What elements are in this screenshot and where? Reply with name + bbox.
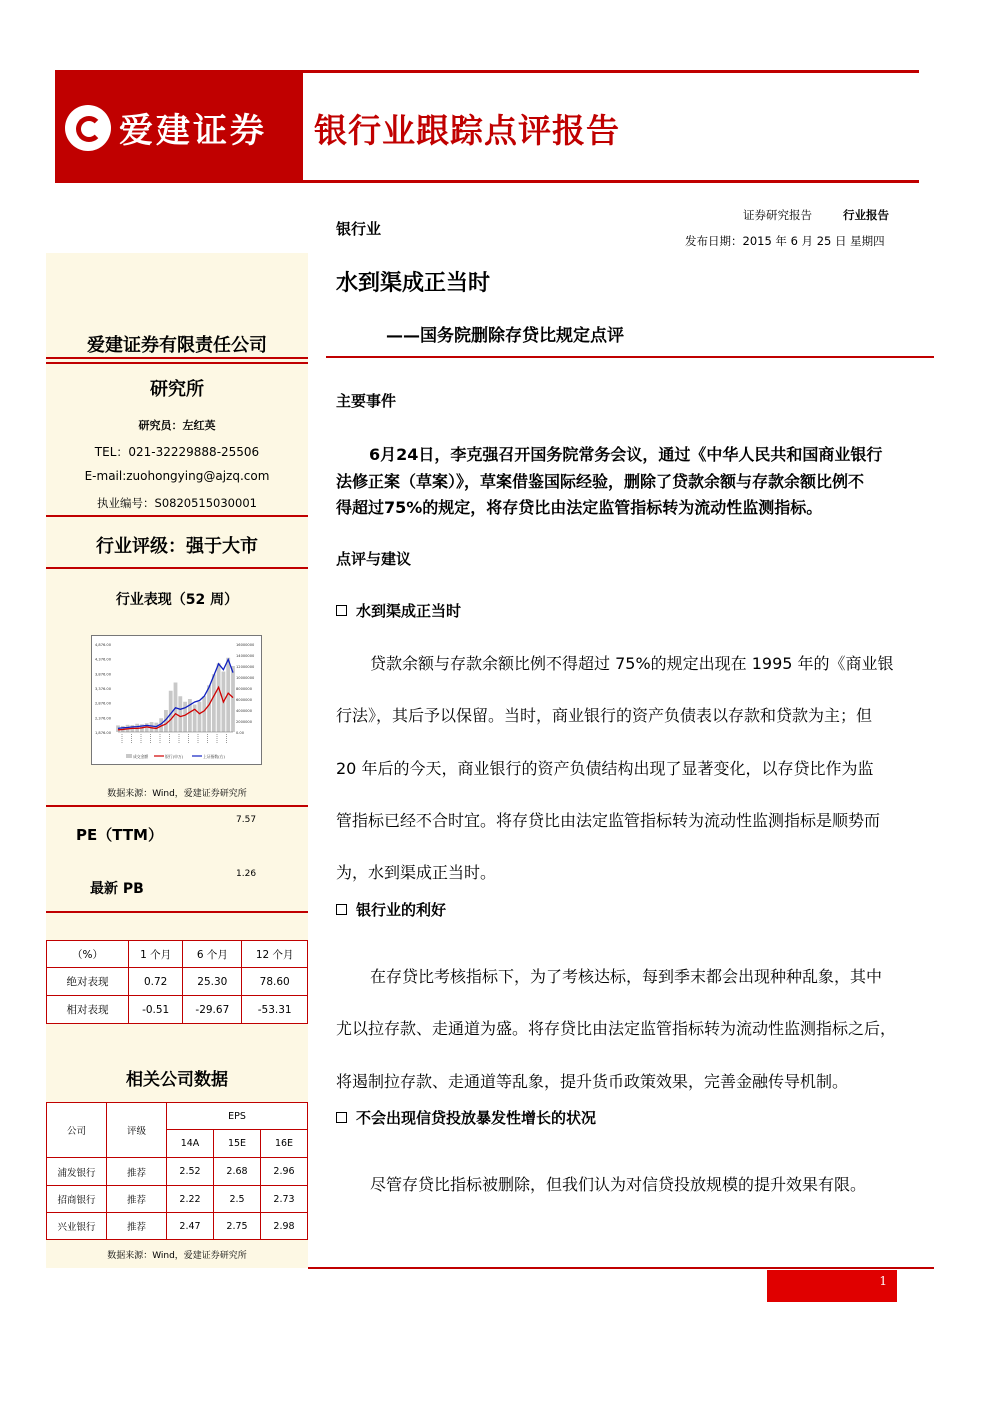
report-subtitle: ——国务院删除存贷比规定点评 [386, 326, 624, 346]
sector-label: 银行业 [336, 220, 382, 238]
contact-email: E-mail:zuohongying@ajzq.com [84, 469, 270, 483]
bullet-heading [336, 600, 461, 621]
paragraph-line: 得超过75%的规定，将存贷比由法定监管指标转为流动性监测指标。 [336, 498, 823, 517]
event-paragraph [336, 442, 931, 522]
table-row [47, 1213, 308, 1240]
bullet-heading-text: 水到渠成正当时 [356, 602, 462, 620]
table-cell: 2.98 [261, 1213, 308, 1240]
logo-mark-icon [65, 105, 111, 151]
bullet-heading [336, 899, 446, 920]
y-left-tick-label: 1,876.00 [95, 731, 112, 735]
report-type: 证券研究报告 [743, 208, 812, 222]
sidebar-rule [46, 911, 308, 913]
table-row [47, 1158, 308, 1186]
body-paragraph [336, 951, 931, 1108]
table-cell: 浦发银行 [47, 1158, 107, 1186]
table-cell: 2.22 [167, 1186, 214, 1213]
pb-value: 1.26 [236, 869, 257, 879]
table-cell: 2.75 [214, 1213, 261, 1240]
body-paragraph [336, 1159, 931, 1211]
sidebar-rule [46, 567, 308, 569]
table-header: 6 个月 [183, 941, 242, 968]
table-cell: 2.5 [214, 1186, 261, 1213]
bullet-heading-text: 银行业的利好 [356, 901, 447, 919]
report-series-title: 银行业跟踪点评报告 [314, 111, 620, 150]
pe-label: PE（TTM） [76, 826, 163, 844]
paragraph-line: 6月24日，李克强召开国务院常务会议，通过《中华人民共和国商业银行 [369, 445, 883, 464]
bullet-heading-text: 不会出现信贷投放暴发性增长的状况 [356, 1109, 597, 1127]
page-number: 1 [879, 1274, 887, 1288]
table-cell: -53.31 [242, 996, 308, 1024]
paragraph-line: 在存贷比考核指标下，为了考核达标，每到季末都会出现种种乱象，其中 [370, 967, 883, 986]
paragraph-line: 将遏制拉存款、走通道等乱象，提升货币政策效果，完善金融传导机制。 [336, 1071, 849, 1091]
table-source: 数据来源：Wind，爱建证券研究所 [107, 1251, 247, 1261]
checkbox-bullet-icon [336, 904, 347, 915]
table-header-row [47, 1103, 308, 1130]
checkbox-bullet-icon [336, 605, 347, 616]
table-cell: 2.47 [167, 1213, 214, 1240]
bullet-heading [336, 1107, 596, 1128]
industry-rating: 行业评级：强于大市 [96, 536, 258, 557]
legend-label: 银行(申万) [165, 754, 184, 759]
chart-source: 数据来源：Wind，爱建证券研究所 [107, 789, 247, 799]
y-left-tick-label: 4,876.00 [95, 643, 112, 647]
paragraph-line: 管指标已经不合时宜。将存贷比由法定监管指标转为流动性监测指标是顺势而 [336, 810, 881, 830]
table-header: 12 个月 [242, 941, 308, 968]
company-name: 爱建证券有限责任公司 [87, 335, 267, 356]
sidebar [46, 253, 308, 1268]
table-cell: 2.52 [167, 1158, 214, 1186]
y-left-tick-label: 4,376.00 [95, 657, 112, 662]
volume-bar [231, 666, 235, 732]
table-cell: 2.96 [261, 1158, 308, 1186]
table-header: 14A [167, 1130, 214, 1158]
legend-swatch-volume [126, 754, 132, 758]
performance-title: 行业表现（52 周） [115, 592, 239, 608]
table-row [47, 1186, 308, 1213]
paragraph-line: 20 年后的今天，商业银行的资产负债结构出现了显著变化，以存贷比作为监 [336, 758, 874, 778]
table-cell: 2.73 [261, 1186, 308, 1213]
y-left-tick-label: 2,376.00 [95, 716, 112, 721]
paragraph-line: 尽管存贷比指标被删除，但我们认为对信贷投放规模的提升效果有限。 [370, 1175, 867, 1194]
institute-name: 研究所 [150, 379, 204, 400]
table-cell: -29.67 [183, 996, 242, 1024]
table-cell: 相对表现 [47, 996, 129, 1024]
table-header: 1 个月 [129, 941, 183, 968]
table-cell: 推荐 [107, 1213, 167, 1240]
footer-rule [308, 1267, 934, 1269]
page-number-box [767, 1270, 897, 1302]
y-right-tick-label: 2000000 [236, 720, 253, 724]
report-title: 水到渠成正当时 [336, 271, 491, 296]
paragraph-line: 为，水到渠成正当时。 [336, 863, 497, 883]
table-cell: 招商银行 [47, 1186, 107, 1213]
volume-bar [198, 702, 202, 732]
researcher: 研究员：左红英 [138, 419, 216, 432]
body-paragraph [336, 638, 931, 899]
y-right-tick-label: 12000000 [236, 665, 255, 669]
y-right-tick-label: 6000000 [236, 698, 253, 702]
table-header: （%） [47, 941, 129, 968]
table-header: 公司 [47, 1103, 107, 1158]
logo-text: 爱建证券 [119, 111, 267, 151]
performance-chart-svg [92, 636, 261, 764]
y-right-tick-label: 14000000 [236, 654, 255, 658]
table-cell: 推荐 [107, 1186, 167, 1213]
table-cell: 2.68 [214, 1158, 261, 1186]
related-companies-title: 相关公司数据 [126, 1070, 228, 1090]
legend-label: 上证指数(右) [203, 754, 225, 759]
brand-logo [55, 73, 303, 182]
paragraph-line: 尤以拉存款、走通道为盛。将存贷比由法定监管指标转为流动性监测指标之后， [336, 1019, 897, 1039]
license-number: 执业编号：S0820515030001 [97, 496, 257, 510]
publish-date: 发布日期：2015 年 6 月 25 日 星期四 [685, 234, 885, 248]
volume-bar [178, 696, 182, 732]
section-heading: 主要事件 [336, 392, 397, 410]
y-left-tick-label: 3,876.00 [95, 672, 112, 677]
sidebar-rule [46, 515, 308, 517]
table-cell: 绝对表现 [47, 968, 129, 996]
related-companies-table [46, 1102, 308, 1240]
sidebar-rule [46, 357, 308, 359]
y-right-tick-label: 4000000 [236, 709, 253, 713]
table-cell: -0.51 [129, 996, 183, 1024]
volume-bar [202, 696, 206, 732]
section-heading: 点评与建议 [336, 550, 412, 568]
table-cell: 推荐 [107, 1158, 167, 1186]
contact-tel: TEL：021-32229888-25506 [94, 445, 260, 459]
table-header: 16E [261, 1130, 308, 1158]
checkbox-bullet-icon [336, 1112, 347, 1123]
table-cell: 0.72 [129, 968, 183, 996]
y-left-tick-label: 2,876.00 [95, 701, 112, 706]
paragraph-line: 法修正案（草案）》，草案借鉴国际经验，删除了贷款余额与存款余额比例不 [336, 471, 865, 491]
pe-value: 7.57 [236, 815, 257, 825]
table-cell: 兴业银行 [47, 1213, 107, 1240]
header-bottom-rule [55, 180, 919, 183]
pb-label: 最新 PB [90, 881, 144, 897]
sidebar-rule [46, 805, 308, 807]
volume-bar [207, 685, 211, 732]
table-header: 评级 [107, 1103, 167, 1158]
title-rule [326, 356, 934, 358]
y-right-tick-label: 10000000 [236, 676, 255, 680]
y-right-tick-label: 8000000 [236, 687, 253, 691]
y-right-tick-label: 0.00 [236, 731, 245, 735]
performance-chart [91, 635, 262, 765]
table-row [47, 996, 308, 1024]
sidebar-rule [46, 362, 308, 364]
volume-bar [212, 674, 216, 732]
volume-bar [217, 663, 221, 732]
paragraph-line: 行法》，其后予以保留。当时，商业银行的资产负债表以存款和贷款为主；但 [336, 706, 873, 726]
table-header: EPS [167, 1103, 308, 1130]
y-right-tick-label: 16000000 [236, 643, 255, 647]
table-cell: 25.30 [183, 968, 242, 996]
table-header: 15E [214, 1130, 261, 1158]
legend-label: 成交金额 [133, 754, 149, 759]
paragraph-line: 贷款余额与存款余额比例不得超过 75%的规定出现在 1995 年的《商业银 [370, 654, 894, 673]
table-row [47, 968, 308, 996]
table-cell: 78.60 [242, 968, 308, 996]
y-left-tick-label: 3,376.00 [95, 687, 112, 691]
table-header-row [47, 941, 308, 968]
performance-table [46, 940, 308, 1024]
report-category: 行业报告 [843, 208, 889, 222]
